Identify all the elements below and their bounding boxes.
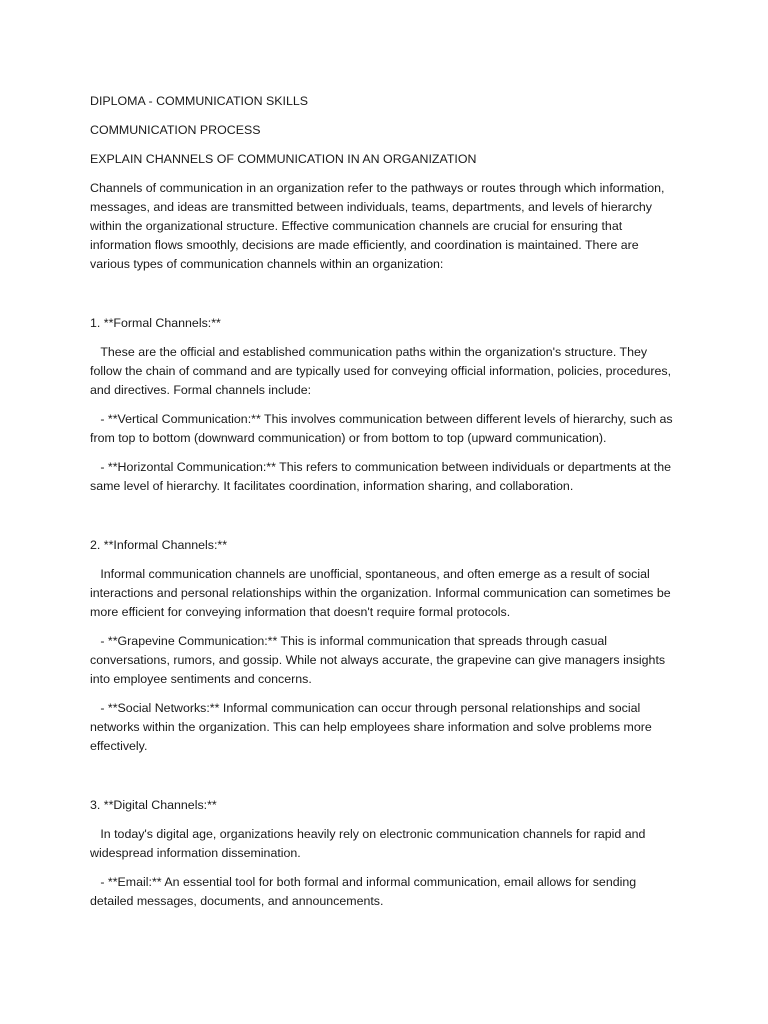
list-item-vertical-communication: - **Vertical Communication:** This involves communication between different levels of hierarchy, such as from top to bottom (downward communication) or from bottom to top (upward communication). (90, 412, 677, 445)
section-body-informal: Informal communication channels are unofficial, spontaneous, and often emerge as a result of social interactions and personal relationships within the organization. Informal communication can sometimes be more efficient for conveying information that doesn't require formal protocols. (90, 567, 675, 619)
section-heading-digital: 3. **Digital Channels:** (90, 798, 217, 812)
section-body-formal: These are the official and established communication paths within the organization's structure. They follow the chain of command and are typically used for conveying official information, policies, procedures, and directives. Formal channels include: (90, 345, 675, 397)
question-title: EXPLAIN CHANNELS OF COMMUNICATION IN AN ORGANIZATION (90, 152, 477, 166)
list-item-horizontal-communication: - **Horizontal Communication:** This refers to communication between individuals or departments at the same level of hierarchy. It facilitates coordination, information sharing, and collaboration. (90, 460, 675, 493)
list-item-social-networks: - **Social Networks:** Informal communication can occur through personal relationships and social networks within the organization. This can help employees share information and solve problems more effectively. (90, 701, 656, 753)
section-heading-informal: 2. **Informal Channels:** (90, 538, 228, 552)
list-item-grapevine-communication: - **Grapevine Communication:** This is informal communication that spreads through casual conversations, rumors, and gossip. While not always accurate, the grapevine can give managers insights into employee sentiments and concerns. (90, 634, 669, 686)
course-title: DIPLOMA - COMMUNICATION SKILLS (90, 94, 309, 108)
list-item-email: - **Email:** An essential tool for both formal and informal communication, email allows for sending detailed messages, documents, and announcements. (90, 875, 640, 908)
section-body-digital: In today's digital age, organizations heavily rely on electronic communication channels for rapid and widespread information dissemination. (90, 827, 649, 860)
document-content (90, 92, 682, 921)
section-spacer (90, 284, 682, 314)
intro-paragraph: Channels of communication in an organization refer to the pathways or routes through which information, messages, and ideas are transmitted between individuals, teams, departments, and levels of hierarchy within the organizational structure. Effective communication channels are crucial for ensuring that information flows smoothly, decisions are made efficiently, and coordination is maintained. There are various types of communication channels within an organization: (90, 181, 668, 271)
section-spacer (90, 766, 682, 796)
section-spacer (90, 506, 682, 536)
unit-title: COMMUNICATION PROCESS (90, 123, 261, 137)
section-heading-formal: 1. **Formal Channels:** (90, 316, 221, 330)
